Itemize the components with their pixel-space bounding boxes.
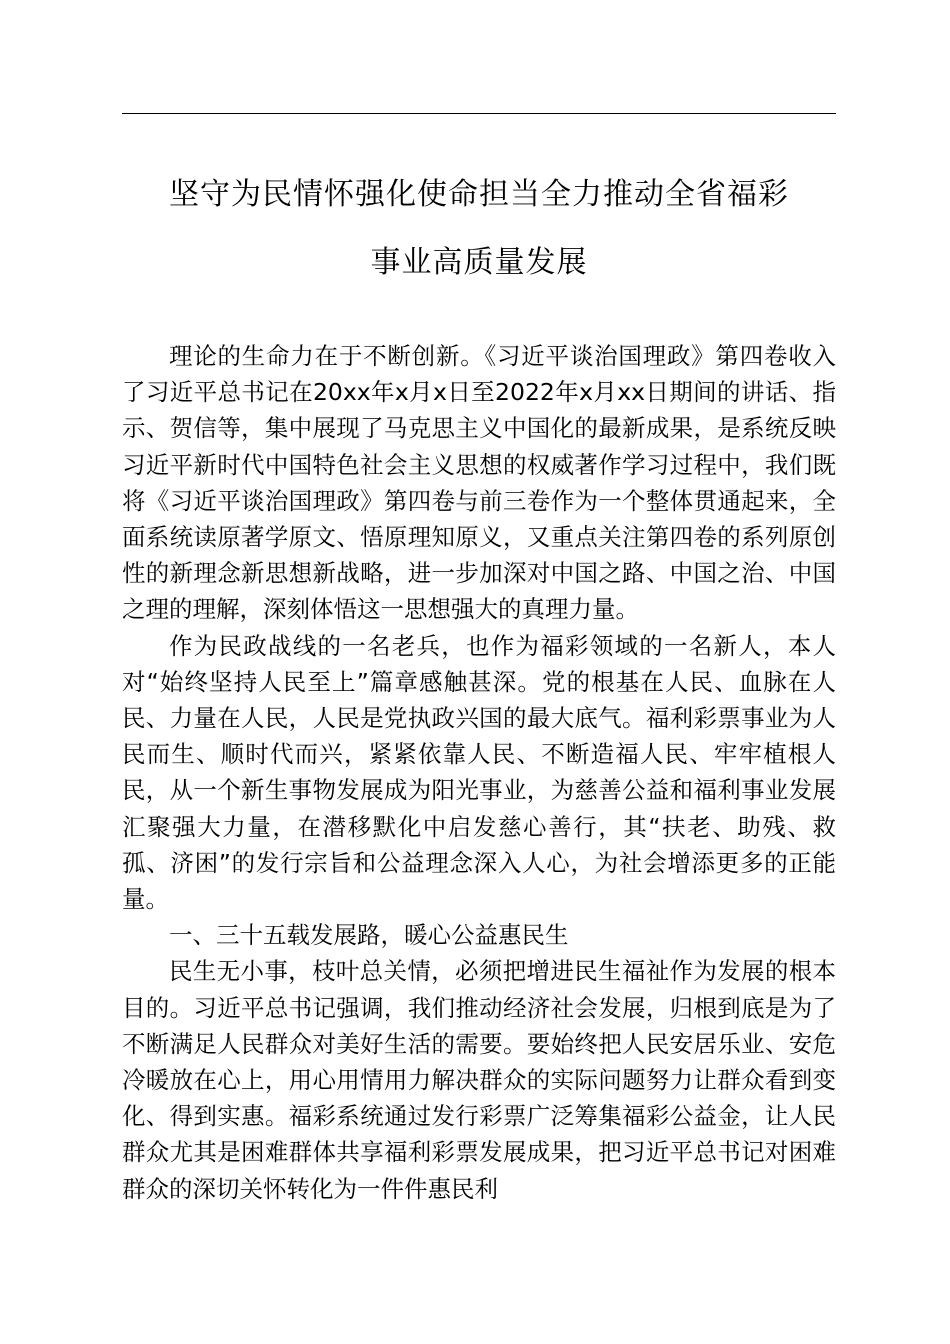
title-line-1: 坚守为民情怀强化使命担当全力推动全省福彩	[169, 177, 789, 212]
document-body	[122, 338, 836, 1207]
paragraph-people-first: 作为民政战线的一名老兵，也作为福彩领域的一名新人，本人对“始终坚持人民至上”篇章感触甚深。党的根基在人民、血脉在人民、力量在人民，人民是党执政兴国的最大底气。福利彩票事业为人民而生、顺时代而兴，紧紧依靠人民、不断造福人民、牢牢植根人民，从一个新生事物发展成为阳光事业，为慈善公益和福利事业发展汇聚强大力量，在潜移默化中启发慈心善行，其“扶老、助残、救孤、济困”的发行宗旨和公益理念深入人心，为社会增添更多的正能量。	[122, 631, 836, 914]
section-heading-1: 一、三十五载发展路，暖心公益惠民生	[169, 921, 569, 950]
document-title	[122, 172, 836, 286]
paragraph-intro: 理论的生命力在于不断创新。《习近平谈治国理政》第四卷收入了习近平总书记在20xx年x月x日至2022年x月xx日期间的讲话、指示、贺信等，集中展现了马克思主义中国化的最新成果，是系统反映习近平新时代中国特色社会主义思想的权威著作学习过程中，我们既将《习近平谈治国理政》第四卷与前三卷作为一个整体贯通起来，全面系统读原著学原文、悟原理知原义，又重点关注第四卷的系列原创性的新理念新思想新战略，进一步加深对中国之路、中国之治、中国之理的理解，深刻体悟这一思想强大的真理力量。	[122, 342, 836, 624]
paragraph-livelihood: 民生无小事，枝叶总关情，必须把增进民生福祉作为发展的根本目的。习近平总书记强调，我们推动经济社会发展，归根到底是为了不断满足人民群众对美好生活的需要。要始终把人民安居乐业、安危冷暖放在心上，用心用情用力解决群众的实际问题努力让群众看到变化、得到实惠。福彩系统通过发行彩票广泛筹集福彩公益金，让人民群众尤其是困难群体共享福利彩票发展成果，把习近平总书记对困难群众的深切关怀转化为一件件惠民利	[122, 957, 836, 1203]
title-line-2: 事业高质量发展	[370, 245, 588, 280]
header-rule	[122, 113, 836, 114]
